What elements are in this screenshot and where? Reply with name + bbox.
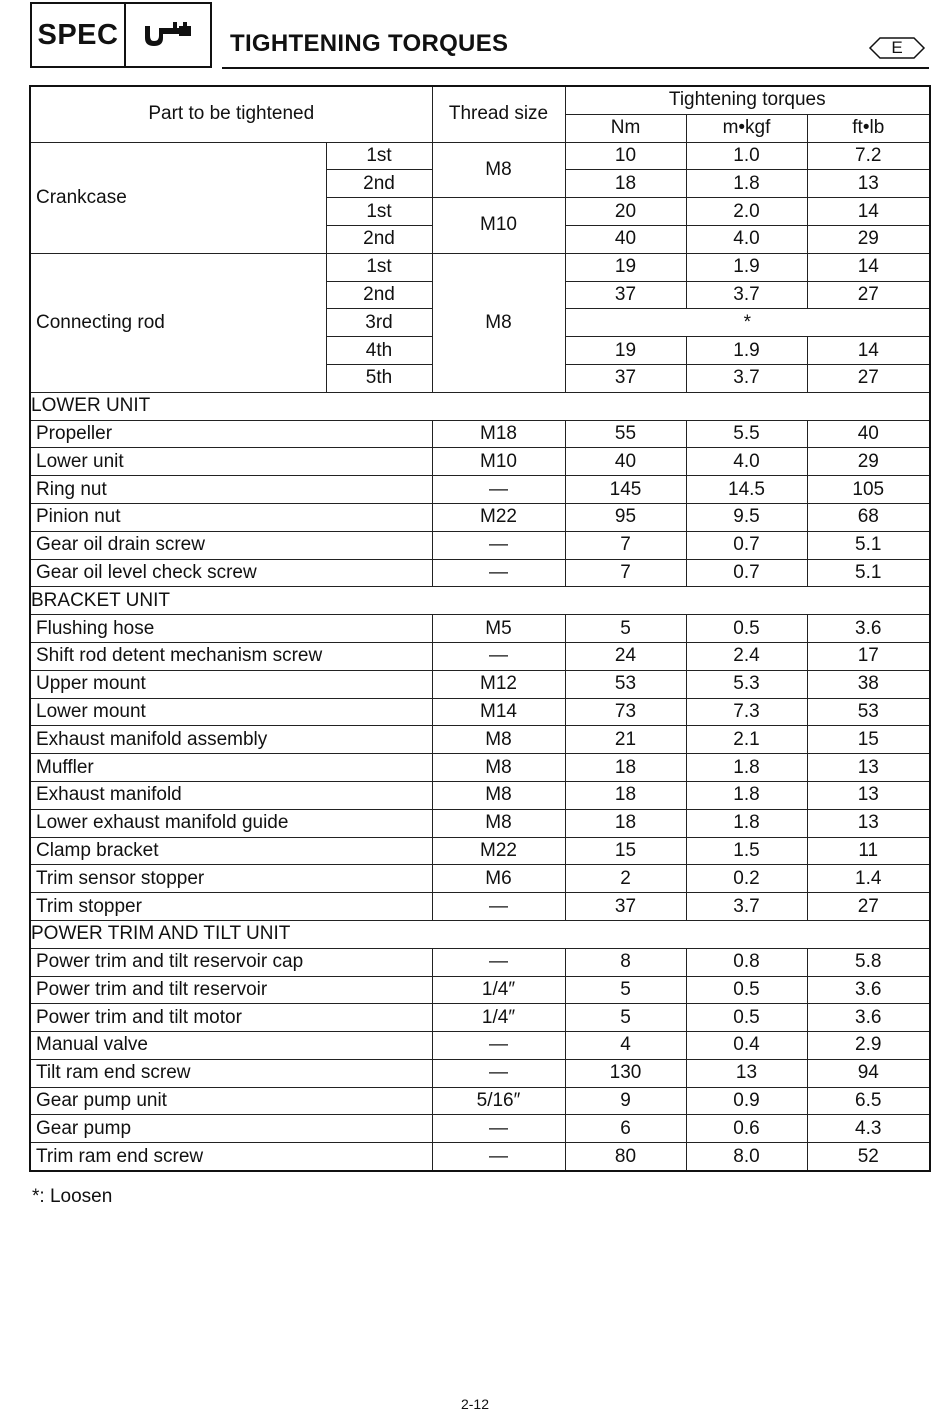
mkgf-cell: 8.0 [686,1143,807,1171]
loosen-note-cell: * [565,309,930,337]
mkgf-cell: 5.3 [686,670,807,698]
nm-cell: 73 [565,698,686,726]
step-cell: 1st [326,253,432,281]
nm-cell: 19 [565,337,686,365]
mkgf-cell: 3.7 [686,281,807,309]
nm-cell: 21 [565,726,686,754]
thread-cell: — [432,948,565,976]
part-cell: Gear pump [30,1115,432,1143]
mkgf-cell: 1.8 [686,809,807,837]
footnote: *: Loosen [32,1186,113,1207]
mkgf-cell: 1.8 [686,170,807,198]
section-header-row [30,392,930,420]
mkgf-cell: 0.4 [686,1032,807,1060]
ftlb-cell: 7.2 [807,142,930,170]
thread-cell: 1/4″ [432,976,565,1004]
mkgf-cell: 1.5 [686,837,807,865]
nm-cell: 5 [565,1004,686,1032]
table-row [30,1004,930,1032]
part-cell: Power trim and tilt motor [30,1004,432,1032]
spec-label: SPEC [32,4,126,66]
part-cell: Ring nut [30,476,432,504]
table-row [30,1087,930,1115]
table-row [30,698,930,726]
ftlb-cell: 3.6 [807,615,930,643]
nm-cell: 9 [565,1087,686,1115]
table-row [30,670,930,698]
thread-cell: M18 [432,420,565,448]
nm-cell: 53 [565,670,686,698]
mkgf-cell: 14.5 [686,476,807,504]
table-row [30,448,930,476]
thread-cell: 5/16″ [432,1087,565,1115]
ftlb-cell: 1.4 [807,865,930,893]
ftlb-cell: 105 [807,476,930,504]
header-part: Part to be tightened [30,86,432,142]
mkgf-cell: 2.1 [686,726,807,754]
ftlb-cell: 17 [807,642,930,670]
thread-cell: M8 [432,253,565,392]
part-cell: Muffler [30,754,432,782]
ftlb-cell: 3.6 [807,1004,930,1032]
table-row [30,754,930,782]
language-badge [868,36,926,60]
table-row [30,253,930,281]
mkgf-cell: 2.0 [686,198,807,226]
mkgf-cell: 9.5 [686,503,807,531]
mkgf-cell: 13 [686,1059,807,1087]
torque-wrench-icon [126,4,210,66]
nm-cell: 18 [565,754,686,782]
step-cell: 2nd [326,170,432,198]
nm-cell: 24 [565,642,686,670]
ftlb-cell: 27 [807,364,930,392]
table-row [30,1059,930,1087]
mkgf-cell: 1.8 [686,781,807,809]
ftlb-cell: 29 [807,225,930,253]
ftlb-cell: 27 [807,281,930,309]
table-header-row [30,86,930,114]
ftlb-cell: 38 [807,670,930,698]
ftlb-cell: 14 [807,253,930,281]
thread-cell: — [432,1032,565,1060]
nm-cell: 8 [565,948,686,976]
mkgf-cell: 7.3 [686,698,807,726]
part-cell: Trim ram end screw [30,1143,432,1171]
ftlb-cell: 29 [807,448,930,476]
crankcase-label: Crankcase [30,142,326,253]
nm-cell: 7 [565,531,686,559]
table-row [30,420,930,448]
title-divider [222,67,929,69]
part-cell: Exhaust manifold [30,781,432,809]
part-cell: Lower unit [30,448,432,476]
section-header-row [30,587,930,615]
thread-cell: M22 [432,503,565,531]
thread-cell: M14 [432,698,565,726]
nm-cell: 18 [565,809,686,837]
mkgf-cell: 1.9 [686,253,807,281]
ftlb-cell: 15 [807,726,930,754]
page-title: TIGHTENING TORQUES [230,30,509,57]
section-title: POWER TRIM AND TILT UNIT [30,920,930,948]
nm-cell: 2 [565,865,686,893]
mkgf-cell: 4.0 [686,448,807,476]
mkgf-cell: 0.5 [686,615,807,643]
table-row [30,865,930,893]
ftlb-cell: 52 [807,1143,930,1171]
mkgf-cell: 0.7 [686,559,807,587]
thread-cell: M8 [432,754,565,782]
mkgf-cell: 0.6 [686,1115,807,1143]
nm-cell: 18 [565,170,686,198]
section-title: LOWER UNIT [30,392,930,420]
mkgf-cell: 1.9 [686,337,807,365]
thread-cell: M6 [432,865,565,893]
header-unit-ftlb: ft•lb [807,114,930,142]
table-row [30,1143,930,1171]
part-cell: Trim sensor stopper [30,865,432,893]
part-cell: Tilt ram end screw [30,1059,432,1087]
table-row [30,781,930,809]
mkgf-cell: 0.5 [686,1004,807,1032]
mkgf-cell: 3.7 [686,893,807,921]
ftlb-cell: 94 [807,1059,930,1087]
ftlb-cell: 5.1 [807,559,930,587]
step-cell: 3rd [326,309,432,337]
nm-cell: 5 [565,615,686,643]
language-code: E [891,38,903,57]
nm-cell: 37 [565,281,686,309]
part-cell: Upper mount [30,670,432,698]
page-number: 2-12 [460,1396,490,1412]
step-cell: 5th [326,364,432,392]
mkgf-cell: 0.7 [686,531,807,559]
thread-cell: — [432,642,565,670]
spec-badge [30,2,212,68]
table-row [30,893,930,921]
ftlb-cell: 11 [807,837,930,865]
ftlb-cell: 13 [807,781,930,809]
nm-cell: 19 [565,253,686,281]
thread-cell: — [432,1059,565,1087]
table-row [30,809,930,837]
ftlb-cell: 40 [807,420,930,448]
section-title: BRACKET UNIT [30,587,930,615]
part-cell: Manual valve [30,1032,432,1060]
nm-cell: 7 [565,559,686,587]
mkgf-cell: 0.5 [686,976,807,1004]
part-cell: Gear pump unit [30,1087,432,1115]
nm-cell: 40 [565,448,686,476]
table-row [30,1115,930,1143]
part-cell: Lower mount [30,698,432,726]
table-row [30,559,930,587]
table-row [30,1032,930,1060]
ftlb-cell: 5.8 [807,948,930,976]
mkgf-cell: 5.5 [686,420,807,448]
part-cell: Gear oil drain screw [30,531,432,559]
part-cell: Shift rod detent mechanism screw [30,642,432,670]
ftlb-cell: 68 [807,503,930,531]
header-unit-nm: Nm [565,114,686,142]
step-cell: 2nd [326,225,432,253]
part-cell: Propeller [30,420,432,448]
header-unit-mkgf: m•kgf [686,114,807,142]
mkgf-cell: 1.0 [686,142,807,170]
thread-cell: M8 [432,142,565,198]
mkgf-cell: 0.2 [686,865,807,893]
thread-cell: M8 [432,726,565,754]
mkgf-cell: 1.8 [686,754,807,782]
part-cell: Power trim and tilt reservoir [30,976,432,1004]
thread-cell: — [432,1115,565,1143]
table-row [30,837,930,865]
mkgf-cell: 2.4 [686,642,807,670]
nm-cell: 95 [565,503,686,531]
ftlb-cell: 3.6 [807,976,930,1004]
thread-cell: M8 [432,809,565,837]
thread-cell: M10 [432,198,565,254]
nm-cell: 10 [565,142,686,170]
torque-table [29,85,931,1172]
nm-cell: 80 [565,1143,686,1171]
step-cell: 2nd [326,281,432,309]
nm-cell: 55 [565,420,686,448]
part-cell: Trim stopper [30,893,432,921]
table-row [30,476,930,504]
step-cell: 1st [326,198,432,226]
nm-cell: 130 [565,1059,686,1087]
part-cell: Clamp bracket [30,837,432,865]
nm-cell: 40 [565,225,686,253]
nm-cell: 15 [565,837,686,865]
part-cell: Gear oil level check screw [30,559,432,587]
nm-cell: 18 [565,781,686,809]
part-cell: Pinion nut [30,503,432,531]
thread-cell: M22 [432,837,565,865]
thread-cell: M8 [432,781,565,809]
nm-cell: 6 [565,1115,686,1143]
ftlb-cell: 13 [807,754,930,782]
ftlb-cell: 14 [807,337,930,365]
thread-cell: M5 [432,615,565,643]
ftlb-cell: 27 [807,893,930,921]
nm-cell: 37 [565,893,686,921]
ftlb-cell: 14 [807,198,930,226]
thread-cell: 1/4″ [432,1004,565,1032]
part-cell: Flushing hose [30,615,432,643]
part-cell: Lower exhaust manifold guide [30,809,432,837]
ftlb-cell: 6.5 [807,1087,930,1115]
part-cell: Power trim and tilt reservoir cap [30,948,432,976]
table-row [30,503,930,531]
nm-cell: 5 [565,976,686,1004]
step-cell: 4th [326,337,432,365]
ftlb-cell: 2.9 [807,1032,930,1060]
thread-cell: M12 [432,670,565,698]
table-row [30,142,930,170]
step-cell: 1st [326,142,432,170]
table-row [30,615,930,643]
thread-cell: M10 [432,448,565,476]
nm-cell: 37 [565,364,686,392]
ftlb-cell: 13 [807,170,930,198]
thread-cell: — [432,1143,565,1171]
section-header-row [30,920,930,948]
mkgf-cell: 0.9 [686,1087,807,1115]
connecting-rod-label: Connecting rod [30,253,326,392]
mkgf-cell: 4.0 [686,225,807,253]
table-row [30,948,930,976]
table-row [30,531,930,559]
thread-cell: — [432,893,565,921]
thread-cell: — [432,531,565,559]
header-torques: Tightening torques [565,86,930,114]
mkgf-cell: 0.8 [686,948,807,976]
thread-cell: — [432,559,565,587]
ftlb-cell: 13 [807,809,930,837]
ftlb-cell: 53 [807,698,930,726]
nm-cell: 20 [565,198,686,226]
header-thread: Thread size [432,86,565,142]
nm-cell: 4 [565,1032,686,1060]
ftlb-cell: 4.3 [807,1115,930,1143]
table-row [30,726,930,754]
nm-cell: 145 [565,476,686,504]
thread-cell: — [432,476,565,504]
ftlb-cell: 5.1 [807,531,930,559]
part-cell: Exhaust manifold assembly [30,726,432,754]
table-row [30,976,930,1004]
mkgf-cell: 3.7 [686,364,807,392]
table-row [30,642,930,670]
